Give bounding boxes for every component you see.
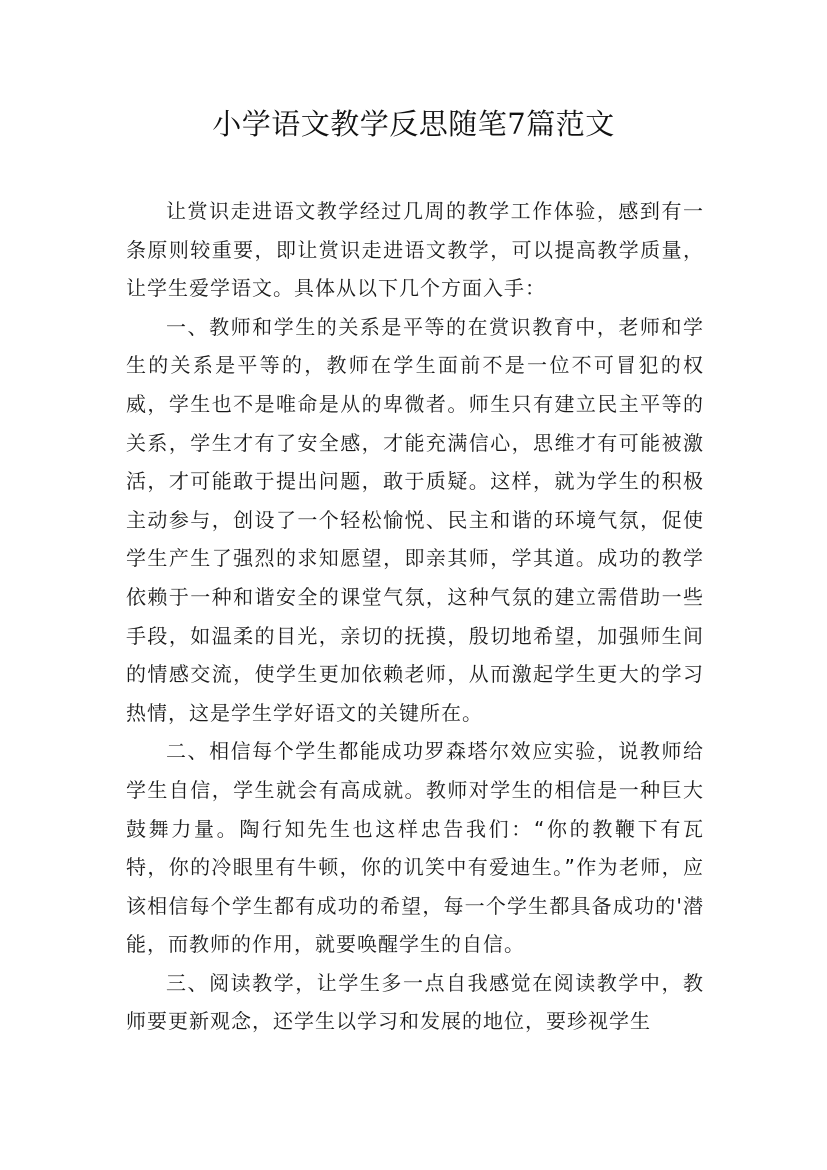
paragraph-section-2: 二、相信每个学生都能成功罗森塔尔效应实验，说教师给学生自信，学生就会有高成就。教师对学生的相信是一种巨大鼓舞力量。陶行知先生也这样忠告我们：“你的教鞭下有瓦特，你的冷眼里有牛顿，你的讥笑中有爱迪生。”作为老师，应该相信每个学生都有成功的希望，每一个学生都具备成功的'潜能，而教师的作用，就要唤醒学生的自信。: [126, 739, 704, 957]
document-body: [126, 192, 704, 1041]
paragraph-intro: 让赏识走进语文教学经过几周的教学工作体验，感到有一条原则较重要，即让赏识走进语文教学，可以提高教学质量，让学生爱学语文。具体从以下几个方面入手：: [126, 199, 704, 301]
paragraph-section-1: 一、教师和学生的关系是平等的在赏识教育中，老师和学生的关系是平等的，教师在学生面前不是一位不可冒犯的权威，学生也不是唯命是从的卑微者。师生只有建立民主平等的关系，学生才有了安全感，才能充满信心，思维才有可能被激活，才可能敢于提出问题，敢于质疑。这样，就为学生的积极主动参与，创设了一个轻松愉悦、民主和谐的环境气氛，促使学生产生了强烈的求知愿望，即亲其师，学其道。成功的教学依赖于一种和谐安全的课堂气氛，这种气氛的建立需借助一些手段，如温柔的目光，亲切的抚摸，殷切地希望，加强师生间的情感交流，使学生更加依赖老师，从而激起学生更大的学习热情，这是学生学好语文的关键所在。: [126, 314, 704, 725]
document-title: 小学语文教学反思随笔7篇范文: [212, 107, 615, 141]
paragraph-section-3: 三、阅读教学，让学生多一点自我感觉在阅读教学中，教师要更新观念，还学生以学习和发展的地位，要珍视学生: [126, 970, 704, 1034]
